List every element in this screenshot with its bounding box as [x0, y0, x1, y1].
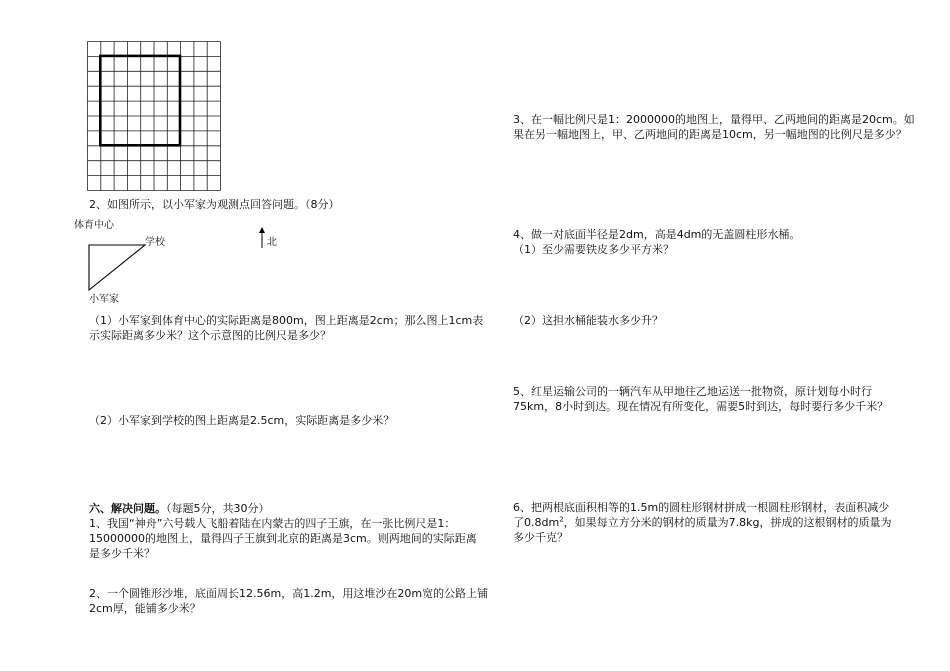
q6-line2 — [513, 515, 892, 530]
q4-sub2: （2）这担水桶能装水多少升？ — [513, 314, 663, 327]
q6-squared-exponent: 2 — [559, 515, 564, 524]
q2-sub1-line1: （1）小军家到体育中心的实际距离是800m，图上距离是2cm；那么图上1cm表 — [89, 314, 484, 327]
q6-line1: 6、把两根底面积相等的1.5m的圆柱形钢材拼成一根圆柱形钢材，表面积减少 — [513, 501, 890, 514]
s6-q1-line2: 15000000的地图上，量得四子王旗到北京的距离是3cm。则两地间的实际距离 — [89, 532, 477, 545]
section6-heading-line — [89, 501, 270, 516]
q3-line2: 果在另一幅地图上，甲、乙两地间的距离是10cm，另一幅地图的比例尺是多少？ — [513, 128, 907, 141]
triangle-diagram — [88, 240, 148, 292]
s6-q2-line1: 2、一个圆锥形沙堆，底面周长12.56m，高1.2m，用这堆沙在20m宽的公路上铺 — [89, 587, 489, 600]
label-north: 北 — [267, 237, 277, 248]
q2-title: 2、如图所示，以小军家为观测点回答问题。（8分） — [89, 198, 340, 211]
north-arrow-icon — [257, 227, 267, 249]
q6-line2-start: 了0.8dm — [513, 516, 560, 529]
s6-q1-line1: 1、我国“神舟”六号载人飞船着陆在内蒙古的四子王旗，在一张比例尺是1： — [89, 517, 456, 530]
q5-line2: 75km，8小时到达。现在情况有所变化，需要5时到达，每时要行多少千米？ — [513, 400, 889, 413]
q5-line1: 5、红星运输公司的一辆汽车从甲地往乙地运送一批物资，原计划每小时行 — [513, 385, 872, 398]
section6-score-note: （每题5分，共30分） — [166, 502, 270, 515]
q3-line1: 3、在一幅比例尺是1：2000000的地图上，量得甲、乙两地间的距离是20cm。如 — [513, 113, 915, 126]
grid-square-outline — [100, 56, 180, 145]
label-school: 学校 — [145, 237, 165, 248]
label-sports-center: 体育中心 — [74, 220, 114, 231]
q2-sub1-line2: 示实际距离多少米？这个示意图的比例尺是多少？ — [89, 329, 331, 342]
q4-line1: 4、做一对底面半径是2dm，高是4dm的无盖圆柱形水桶。 — [513, 228, 801, 241]
s6-q2-line2: 2cm厚，能铺多少米？ — [89, 602, 201, 615]
q2-sub2: （2）小军家到学校的图上距离是2.5cm，实际距离是多少米？ — [89, 414, 395, 427]
q6-line2-rest: ，如果每立方分米的钢材的质量为7.8kg，拼成的这根钢材的质量为 — [563, 516, 892, 529]
section6-heading: 六、解决问题。 — [89, 502, 166, 515]
q6-line3: 多少千克？ — [513, 531, 568, 544]
s6-q1-line3: 是多少千米？ — [89, 547, 155, 560]
q4-sub1: （1）至少需要铁皮多少平方米？ — [513, 243, 674, 256]
grid-figure — [87, 41, 221, 191]
label-home: 小军家 — [89, 294, 119, 305]
